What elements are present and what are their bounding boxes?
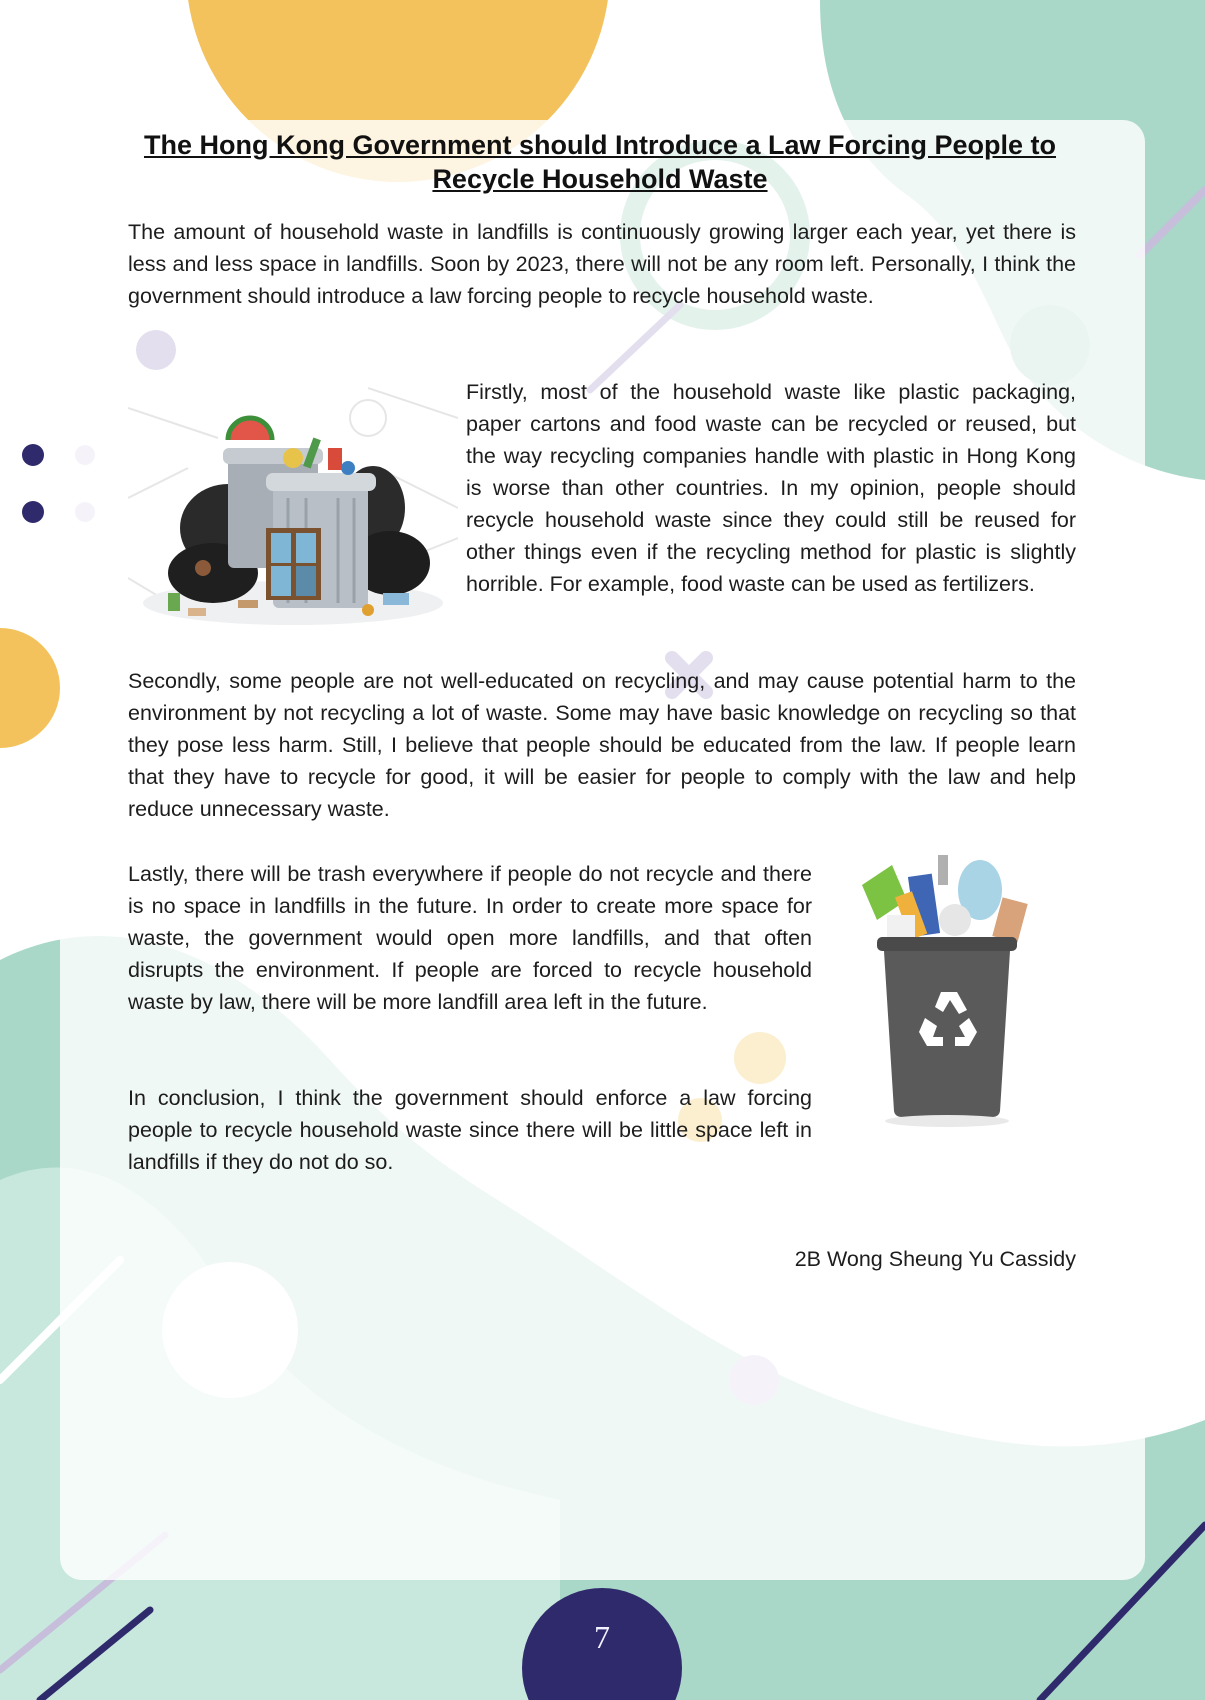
overflowing-trash-can-icon <box>128 378 458 648</box>
recycling-bin-icon <box>852 845 1048 1127</box>
intro-paragraph: The amount of household waste in landfills is continuously growing larger each year, yet there is less and less space in landfills. Soon by 2023, there will not be any room left. Personally, I think the government should introduce a law forcing people to recycle household waste. <box>128 220 1076 308</box>
lastly-paragraph: Lastly, there will be trash everywhere if people do not recycle and there is no space in landfills in the future. In order to create more space for waste, the government would open more landfills, and that often disrupts the environment. If people are forced to recycle household waste by law, there will be more landfill area left in the future. <box>128 862 812 1014</box>
author-signature: 2B Wong Sheung Yu Cassidy <box>794 1247 1076 1271</box>
firstly-paragraph: Firstly, most of the household waste like plastic packaging, paper cartons and food waste can be recycled or reused, but the way recycling companies handle with plastic in Hong Kong is worse than other countries. In my opinion, people should recycle household waste since they could still be reused for other things even if the recycling method for plastic is slightly horrible. For example, food waste can be used as fertilizers. <box>466 380 1076 596</box>
page-number: 7 <box>594 1619 610 1655</box>
secondly-paragraph: Secondly, some people are not well-educated on recycling, and may cause potential harm to the environment by not recycling a lot of waste. Some may have basic knowledge on recycling so that they pose less harm. Still, I believe that people should be educated from the law. If people learn that they have to recycle for good, it will be easier for people to comply with the law and help reduce unnecessary waste. <box>128 669 1076 821</box>
conclusion-paragraph: In conclusion, I think the government should enforce a law forcing people to recycle household waste since there will be little space left in landfills if they do not do so. <box>128 1086 812 1174</box>
article-title: The Hong Kong Government should Introduce a Law Forcing People to Recycle Household Waste <box>143 130 1057 194</box>
